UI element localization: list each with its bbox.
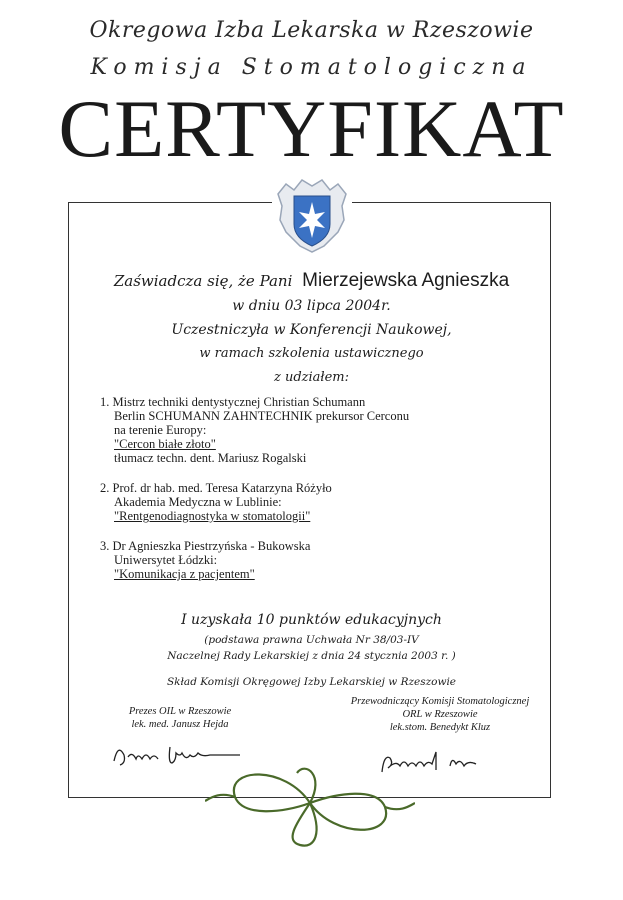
participation-line: Uczestniczyła w Konferencji Naukowej, <box>171 322 452 338</box>
left-signer-name: lek. med. Janusz Hejda <box>131 719 229 730</box>
speaker-line: Uniwersytet Łódzki: <box>114 553 218 567</box>
lecture-topic: "Rentgenodiagnostyka w stomatologii" <box>114 509 311 523</box>
speaker-number: 2. <box>100 481 110 495</box>
commission-line: Skład Komisji Okręgowej Izby Lekarskiej w Rzeszowie <box>166 676 457 688</box>
certifies-line <box>0 270 623 292</box>
speaker-number: 1. <box>100 395 110 409</box>
speaker-number: 3. <box>100 539 110 553</box>
speaker-line: Berlin SCHUMANN ZAHNTECHNIK prekursor Cerconu <box>114 409 410 423</box>
right-signer-org: ORL w Rzeszowie <box>402 709 478 720</box>
certificate-title: CERTYFIKAT <box>58 83 565 174</box>
speaker-line: Prof. dr hab. med. Teresa Katarzyna Różyło <box>112 481 332 495</box>
speaker-item <box>100 481 520 523</box>
date-line: w dniu 03 lipca 2004r. <box>232 298 391 314</box>
coat-of-arms <box>272 176 352 256</box>
right-signer-name: lek.stom. Benedykt Kluz <box>389 722 491 733</box>
ornament-icon <box>205 755 415 850</box>
speaker-line: na terenie Europy: <box>114 423 207 437</box>
translator-line: tłumacz techn. dent. Mariusz Rogalski <box>114 451 307 465</box>
speaker-line: Dr Agnieszka Piestrzyńska - Bukowska <box>112 539 311 553</box>
points-line: I uzyskała 10 punktów edukacyjnych <box>181 612 442 628</box>
crest-icon <box>272 176 352 256</box>
left-signer-title: Prezes OIL w Rzeszowie <box>128 706 232 717</box>
lecture-topic: "Cercon białe złoto" <box>114 437 216 451</box>
lecture-topic: "Komunikacja z pacjentem" <box>114 567 255 581</box>
commission-name: Komisja Stomatologiczna <box>90 55 533 80</box>
legal-basis-1: (podstawa prawna Uchwała Nr 38/03-IV <box>204 634 419 646</box>
speaker-item <box>100 395 520 465</box>
right-signer-title: Przewodniczący Komisji Stomatologicznej <box>350 696 530 707</box>
with-participation: z udziałem: <box>273 370 350 385</box>
speakers-list <box>100 395 520 591</box>
decorative-ornament <box>205 755 415 855</box>
training-context: w ramach szkolenia ustawicznego <box>199 346 424 361</box>
speaker-line: Mistrz techniki dentystycznej Christian Schumann <box>112 395 366 409</box>
chamber-name: Okregowa Izba Lekarska w Rzeszowie <box>89 18 534 43</box>
speaker-line: Akademia Medyczna w Lublinie: <box>114 495 282 509</box>
recipient-name: Mierzejewska Agnieszka <box>302 270 510 291</box>
legal-basis-2: Naczelnej Rady Lekarskiej z dnia 24 stycznia 2003 r. ) <box>167 650 456 662</box>
speaker-item <box>100 539 520 581</box>
certifies-intro: Zaświadcza się, że Pani <box>113 272 293 290</box>
